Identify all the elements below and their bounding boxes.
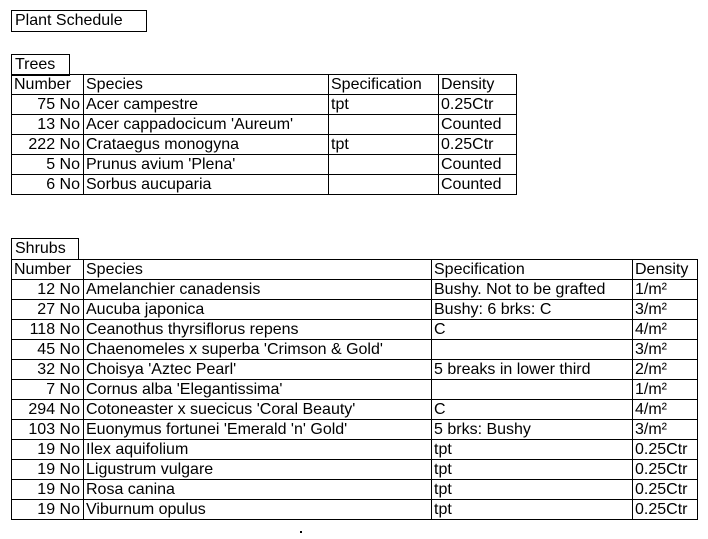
number-cell: 5 No bbox=[12, 155, 84, 175]
species-cell: Chaenomeles x superba 'Crimson & Gold' bbox=[84, 340, 432, 360]
specification-cell: tpt bbox=[329, 135, 439, 155]
table-row bbox=[12, 380, 698, 400]
table-row bbox=[12, 420, 698, 440]
number-cell: 32 No bbox=[12, 360, 84, 380]
stray-mark bbox=[300, 531, 302, 533]
column-header-number: Number bbox=[12, 75, 84, 95]
trees-table bbox=[11, 74, 517, 195]
species-cell: Cornus alba 'Elegantissima' bbox=[84, 380, 432, 400]
number-cell: 12 No bbox=[12, 280, 84, 300]
density-cell: Counted bbox=[439, 115, 517, 135]
number-cell: 45 No bbox=[12, 340, 84, 360]
density-cell: 0.25Ctr bbox=[633, 500, 698, 520]
species-cell: Viburnum opulus bbox=[84, 500, 432, 520]
density-cell: 2/m² bbox=[633, 360, 698, 380]
specification-cell bbox=[329, 115, 439, 135]
species-cell: Acer campestre bbox=[84, 95, 329, 115]
density-cell: 1/m² bbox=[633, 280, 698, 300]
page-title: Plant Schedule bbox=[11, 10, 147, 32]
specification-cell: Bushy: 6 brks: C bbox=[432, 300, 633, 320]
table-row bbox=[12, 320, 698, 340]
density-cell: 3/m² bbox=[633, 420, 698, 440]
density-cell: 0.25Ctr bbox=[439, 95, 517, 115]
table-row bbox=[12, 155, 517, 175]
number-cell: 222 No bbox=[12, 135, 84, 155]
specification-cell bbox=[329, 155, 439, 175]
species-cell: Acer cappadocicum 'Aureum' bbox=[84, 115, 329, 135]
column-header-density: Density bbox=[439, 75, 517, 95]
column-header-species: Species bbox=[84, 260, 432, 280]
specification-cell bbox=[432, 380, 633, 400]
specification-cell: C bbox=[432, 320, 633, 340]
density-cell: 4/m² bbox=[633, 400, 698, 420]
specification-cell: C bbox=[432, 400, 633, 420]
specification-cell: tpt bbox=[432, 480, 633, 500]
number-cell: 27 No bbox=[12, 300, 84, 320]
table-row bbox=[12, 280, 698, 300]
specification-cell: tpt bbox=[432, 440, 633, 460]
species-cell: Cotoneaster x suecicus 'Coral Beauty' bbox=[84, 400, 432, 420]
species-cell: Rosa canina bbox=[84, 480, 432, 500]
table-row bbox=[12, 135, 517, 155]
species-cell: Ligustrum vulgare bbox=[84, 460, 432, 480]
species-cell: Aucuba japonica bbox=[84, 300, 432, 320]
density-cell: 3/m² bbox=[633, 340, 698, 360]
table-row bbox=[12, 115, 517, 135]
species-cell: Choisya 'Aztec Pearl' bbox=[84, 360, 432, 380]
species-cell: Euonymus fortunei 'Emerald 'n' Gold' bbox=[84, 420, 432, 440]
number-cell: 118 No bbox=[12, 320, 84, 340]
table-row bbox=[12, 175, 517, 195]
number-cell: 19 No bbox=[12, 440, 84, 460]
density-cell: 1/m² bbox=[633, 380, 698, 400]
table-row bbox=[12, 340, 698, 360]
density-cell: 0.25Ctr bbox=[633, 440, 698, 460]
column-header-species: Species bbox=[84, 75, 329, 95]
column-header-specification: Specification bbox=[432, 260, 633, 280]
specification-cell: tpt bbox=[432, 500, 633, 520]
table-row bbox=[12, 460, 698, 480]
density-cell: 0.25Ctr bbox=[633, 460, 698, 480]
number-cell: 19 No bbox=[12, 500, 84, 520]
specification-cell bbox=[329, 175, 439, 195]
table-row bbox=[12, 480, 698, 500]
specification-cell: Bushy. Not to be grafted bbox=[432, 280, 633, 300]
number-cell: 19 No bbox=[12, 480, 84, 500]
specification-cell: tpt bbox=[329, 95, 439, 115]
table-row bbox=[12, 95, 517, 115]
shrubs-header-row bbox=[12, 260, 698, 280]
number-cell: 75 No bbox=[12, 95, 84, 115]
species-cell: Prunus avium 'Plena' bbox=[84, 155, 329, 175]
table-row bbox=[12, 440, 698, 460]
table-row bbox=[12, 500, 698, 520]
table-row bbox=[12, 400, 698, 420]
specification-cell: 5 brks: Bushy bbox=[432, 420, 633, 440]
species-cell: Amelanchier canadensis bbox=[84, 280, 432, 300]
number-cell: 6 No bbox=[12, 175, 84, 195]
specification-cell: 5 breaks in lower third bbox=[432, 360, 633, 380]
shrubs-section-label: Shrubs bbox=[11, 238, 79, 260]
density-cell: 4/m² bbox=[633, 320, 698, 340]
density-cell: 0.25Ctr bbox=[633, 480, 698, 500]
density-cell: Counted bbox=[439, 175, 517, 195]
density-cell: 3/m² bbox=[633, 300, 698, 320]
table-row bbox=[12, 360, 698, 380]
table-row bbox=[12, 300, 698, 320]
shrubs-table bbox=[11, 259, 698, 520]
trees-section-label: Trees bbox=[11, 54, 70, 76]
species-cell: Crataegus monogyna bbox=[84, 135, 329, 155]
column-header-density: Density bbox=[633, 260, 698, 280]
species-cell: Ceanothus thyrsiflorus repens bbox=[84, 320, 432, 340]
specification-cell bbox=[432, 340, 633, 360]
number-cell: 7 No bbox=[12, 380, 84, 400]
number-cell: 19 No bbox=[12, 460, 84, 480]
species-cell: Ilex aquifolium bbox=[84, 440, 432, 460]
specification-cell: tpt bbox=[432, 460, 633, 480]
trees-header-row bbox=[12, 75, 517, 95]
number-cell: 294 No bbox=[12, 400, 84, 420]
column-header-number: Number bbox=[12, 260, 84, 280]
species-cell: Sorbus aucuparia bbox=[84, 175, 329, 195]
column-header-specification: Specification bbox=[329, 75, 439, 95]
density-cell: 0.25Ctr bbox=[439, 135, 517, 155]
number-cell: 103 No bbox=[12, 420, 84, 440]
number-cell: 13 No bbox=[12, 115, 84, 135]
density-cell: Counted bbox=[439, 155, 517, 175]
